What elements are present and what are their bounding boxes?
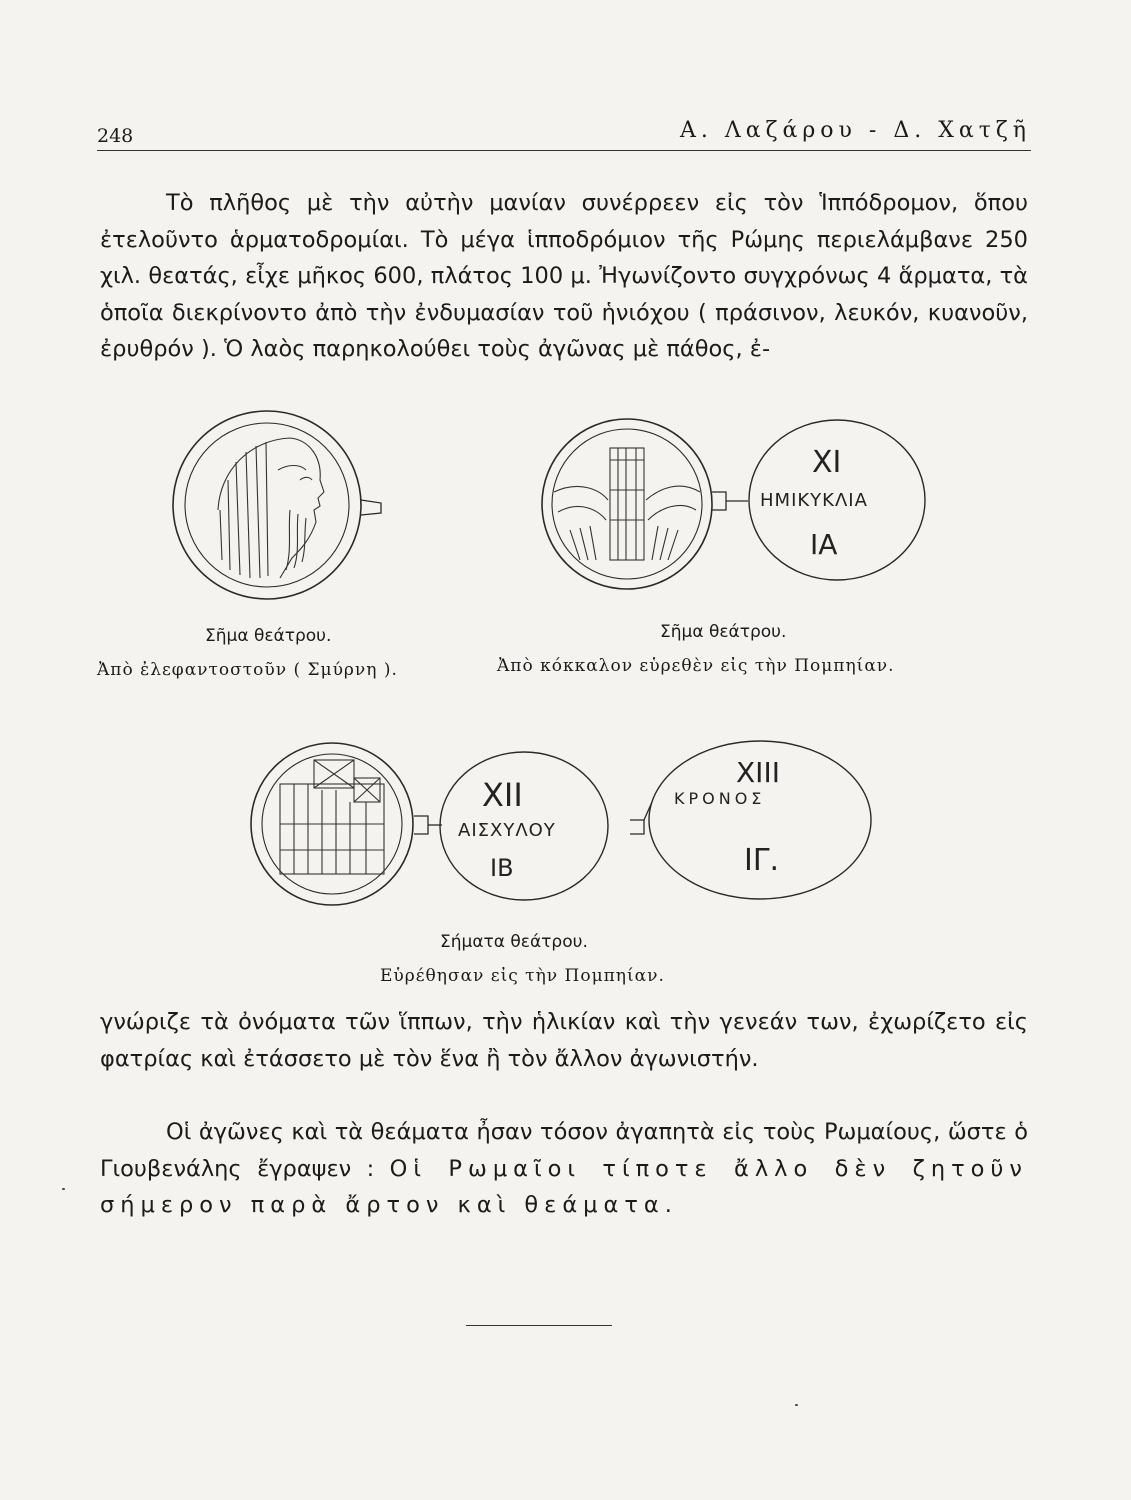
label-name: ΗΜΙΚΥΚΛΙΑ [760, 490, 868, 511]
bone-token-connector [712, 492, 748, 510]
token-a-greek-numeral: ΙΒ [490, 854, 514, 882]
bone-token-disc [542, 419, 712, 589]
token-b-numeral: XIII [736, 756, 780, 789]
figure-bone-token [540, 420, 940, 605]
paragraph-3-main: Οἱ ἀγῶνες καὶ τὰ θεάματα ἦσαν τόσον ἀγαπητὰ εἰς τοὺς Ρωμαίους, ὥστε ὁ Γιουβενάλης ἔγραψεν : [100, 1119, 1028, 1182]
label-greek-numeral: ΙΑ [810, 528, 838, 561]
running-head: Α. Λαζάρου - Δ. Χατζῆ [679, 118, 1031, 143]
print-speck [795, 1404, 798, 1406]
fig2-caption-title: Σῆμα θεάτρου. [660, 622, 787, 642]
ivory-token-tab [361, 500, 381, 515]
fig2-caption-source: Ἀπὸ κόκκαλον εὑρεθὲν εἰς τὴν Πομπηίαν. [497, 656, 895, 676]
building-engraving [280, 760, 384, 874]
print-speck [62, 1188, 65, 1190]
bearded-head-engraving [218, 438, 324, 578]
token-a-name: ΑΙΣΧΥΛΟΥ [458, 820, 556, 841]
fig3-caption-title: Σήματα θεάτρου. [440, 932, 588, 952]
token-a-numeral: XII [482, 776, 523, 814]
paragraph-3 [100, 1114, 1028, 1224]
figure-three-tokens [250, 740, 875, 910]
end-rule [466, 1325, 612, 1326]
header-rule [97, 150, 1031, 151]
label-numeral: XI [812, 445, 842, 480]
paragraph-1: Τὸ πλῆθος μὲ τὴν αὐτὴν μανίαν συνέρρεεν εἰς τὸν Ἱππόδρομον, ὅπου ἐτελοῦντο ἁρματοδρομίαι. Τὸ μέγα ἱπποδρόμιον τῆς Ρώμης περιελάμβανε 250 χιλ. θεατάς, εἶχε μῆκος 600, πλάτος 100 μ. Ἠγωνίζοντο συγχρόνως 4 ἅρματα, τὰ ὁποῖα διεκρίνοντο ἀπὸ τὴν ἐνδυμασίαν τοῦ ἡνιόχου ( πράσινον, λευκόν, κυανοῦν, ἐρυθρόν ). Ὁ λαὸς παρηκολούθει τοὺς ἀγῶνας μὲ πάθος, ἐ- [100, 190, 1028, 362]
paragraph-2: γνώριζε τὰ ὀνόματα τῶν ἵππων, τὴν ἡλικίαν καὶ τὴν γενεάν των, ἐχωρίζετο εἰς φατρίας καὶ ἐτάσσετο μὲ τὸν ἕνα ἢ τὸν ἄλλον ἀγωνιστήν. [100, 1009, 1028, 1072]
fig1-caption-source: Ἀπὸ ἐλεφαντοστοῦν ( Σμύρνη ). [97, 660, 398, 680]
page-number: 248 [97, 125, 134, 147]
token-connector-a [414, 816, 442, 834]
token-b-greek-numeral: ΙΓ. [744, 843, 780, 878]
token-b-name: ΚΡΟΝΟΣ [674, 789, 766, 808]
fig3-caption-source: Εὑρέθησαν εἰς τὴν Πομπηίαν. [380, 966, 665, 986]
fig1-caption-title: Σῆμα θεάτρου. [205, 626, 332, 646]
figure-ivory-token [160, 410, 400, 610]
arena-engraving [554, 448, 700, 560]
juvenal-quote: Οἱ Ρωμαῖοι τίποτε ἄλλο δὲν ζητοῦν σήμερον παρὰ ἄρτον καὶ θεάματα. [100, 1155, 1028, 1218]
